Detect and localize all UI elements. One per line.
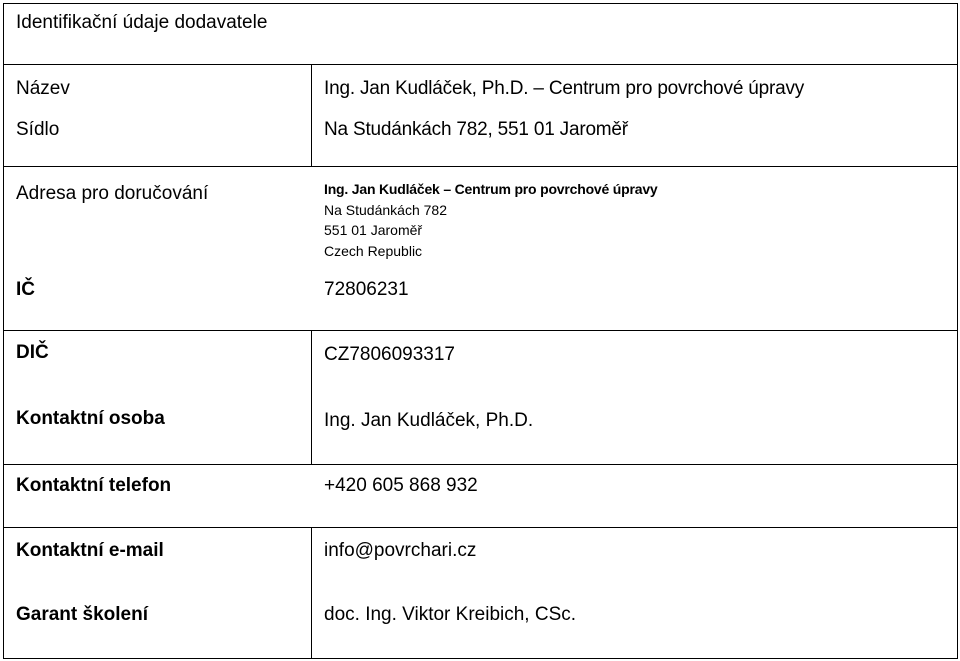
- row-divider: [3, 330, 958, 331]
- value-kontaktni-telefon: +420 605 868 932: [324, 475, 478, 496]
- value-garant: doc. Ing. Viktor Kreibich, CSc.: [324, 604, 577, 625]
- address-line-1: Ing. Jan Kudláček – Centrum pro povrchové úpravy: [324, 181, 658, 197]
- column-divider: [311, 330, 312, 465]
- label-nazev: Název: [16, 78, 70, 99]
- value-sidlo: Na Studánkách 782, 551 01 Jaroměř: [324, 119, 628, 140]
- row-divider: [3, 166, 958, 167]
- label-kontaktni-email: Kontaktní e-mail: [16, 540, 164, 561]
- value-ic: 72806231: [324, 279, 409, 300]
- label-sidlo: Sídlo: [16, 119, 60, 140]
- section-title: Identifikační údaje dodavatele: [16, 12, 268, 33]
- address-line-4: Czech Republic: [324, 243, 423, 259]
- value-dic: CZ7806093317: [324, 344, 455, 365]
- column-divider: [311, 64, 312, 167]
- label-kontaktni-telefon: Kontaktní telefon: [16, 475, 172, 496]
- address-line-2: Na Studánkách 782: [324, 202, 447, 218]
- row-divider: [3, 527, 958, 528]
- label-kontaktni-osoba: Kontaktní osoba: [16, 408, 165, 429]
- value-nazev: Ing. Jan Kudláček, Ph.D. – Centrum pro povrchové úpravy: [324, 78, 805, 99]
- label-adresa: Adresa pro doručování: [16, 183, 209, 204]
- label-dic: DIČ: [16, 342, 49, 363]
- value-kontaktni-email[interactable]: info@povrchari.cz: [324, 540, 477, 561]
- column-divider: [311, 527, 312, 659]
- row-divider: [3, 64, 958, 65]
- label-ic: IČ: [16, 279, 35, 300]
- address-line-3: 551 01 Jaroměř: [324, 222, 423, 238]
- value-kontaktni-osoba: Ing. Jan Kudláček, Ph.D.: [324, 410, 534, 431]
- label-garant: Garant školení: [16, 604, 148, 625]
- row-divider: [3, 464, 958, 465]
